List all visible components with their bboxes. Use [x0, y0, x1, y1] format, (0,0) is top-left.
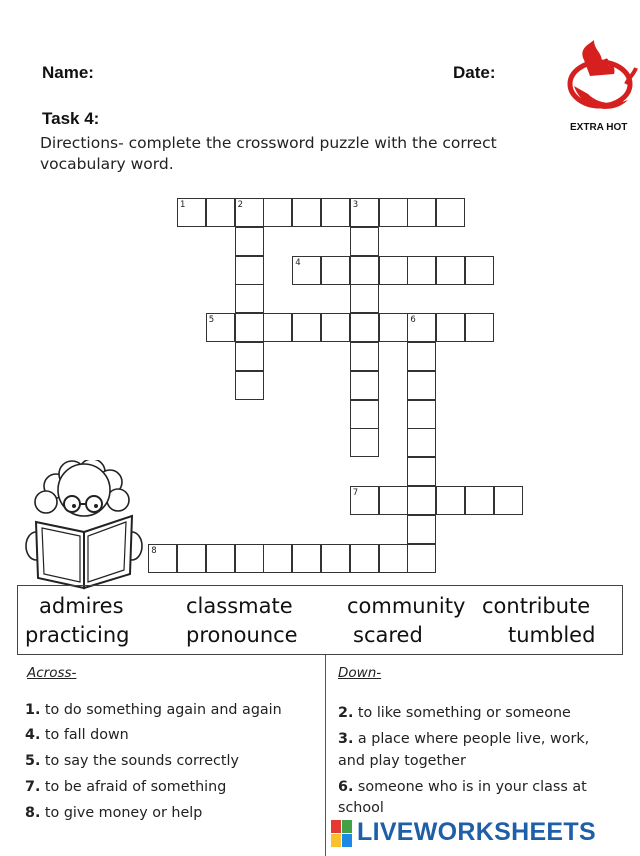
crossword-cell[interactable] — [350, 284, 379, 313]
crossword-clue-number: 5 — [208, 315, 215, 326]
crossword-cell[interactable] — [407, 342, 436, 371]
word-bank-word: classmate — [186, 594, 293, 618]
down-clue-3-line-2: and play together — [338, 753, 466, 769]
liveworksheets-brand[interactable] — [331, 818, 631, 850]
word-bank-word: scared — [353, 623, 423, 647]
crossword-cell[interactable] — [292, 256, 321, 285]
down-clue-6-line-2: school — [338, 800, 384, 816]
crossword-cell[interactable] — [350, 544, 379, 573]
clue-divider — [325, 655, 326, 856]
crossword-cell[interactable] — [235, 342, 264, 371]
crossword-clue-number: 3 — [352, 200, 359, 210]
crossword-cell[interactable] — [494, 486, 523, 515]
crossword-cell[interactable] — [465, 313, 494, 342]
word-bank — [17, 585, 623, 655]
crossword-cell[interactable] — [379, 313, 408, 342]
word-bank-word: community — [347, 594, 466, 618]
across-clue-4: 4. to fall down — [25, 727, 129, 743]
crossword-cell[interactable] — [292, 544, 321, 573]
crossword-cell[interactable] — [350, 313, 379, 342]
crossword-cell[interactable] — [350, 342, 379, 371]
date-label: Date: — [453, 63, 496, 82]
crossword-cell[interactable] — [350, 428, 379, 457]
crossword-cell[interactable] — [292, 198, 321, 227]
across-clue-8: 8. to give money or help — [25, 805, 203, 821]
crossword-cell[interactable] — [350, 198, 379, 227]
reading-child-illustration — [22, 460, 144, 590]
word-bank-word: practicing — [25, 623, 130, 647]
crossword-cell[interactable] — [350, 486, 379, 515]
crossword-clue-number: 8 — [151, 545, 157, 556]
crossword-cell[interactable] — [235, 371, 264, 400]
crossword-cell[interactable] — [350, 400, 379, 429]
crossword-cell[interactable] — [206, 313, 235, 342]
crossword-cell[interactable] — [321, 313, 350, 342]
crossword-cell[interactable] — [263, 313, 292, 342]
crossword-clue-number: 6 — [410, 315, 416, 326]
crossword-clue-number: 4 — [295, 257, 301, 268]
down-clue-3: 3. a place where people live, work, — [338, 731, 590, 747]
across-clue-5: 5. to say the sounds correctly — [25, 753, 239, 769]
word-bank-word: tumbled — [508, 623, 596, 647]
logo-text: EXTRA HOT — [570, 122, 628, 133]
crossword-cell[interactable] — [292, 313, 321, 342]
crossword-cell[interactable] — [350, 227, 379, 256]
directions-line-1: Directions- complete the crossword puzzle with the correct — [40, 134, 497, 152]
crossword-cell[interactable] — [321, 198, 350, 227]
crossword-cell[interactable] — [235, 544, 264, 573]
across-clue-1: 1. to do something again and again — [25, 702, 282, 718]
crossword-cell[interactable] — [379, 256, 408, 285]
crossword-cell[interactable] — [177, 198, 206, 227]
crossword-clue-number: 7 — [352, 488, 359, 498]
crossword-cell[interactable] — [350, 371, 379, 400]
liveworksheets-text: LIVEWORKSHEETS — [357, 818, 596, 846]
crossword-cell[interactable] — [407, 457, 436, 486]
crossword-cell[interactable] — [206, 544, 235, 573]
crossword-cell[interactable] — [206, 198, 235, 227]
crossword-cell[interactable] — [407, 428, 436, 457]
crossword-cell[interactable] — [407, 313, 436, 342]
down-clue-6: 6. someone who is in your class at — [338, 779, 587, 795]
crossword-clue-number: 2 — [237, 200, 244, 210]
crossword-cell[interactable] — [407, 198, 436, 227]
crossword-cell[interactable] — [321, 544, 350, 573]
crossword-cell[interactable] — [407, 515, 436, 544]
crossword-cell[interactable] — [263, 544, 292, 573]
crossword-cell[interactable] — [379, 198, 408, 227]
crossword-cell[interactable] — [436, 198, 465, 227]
name-label: Name: — [42, 63, 94, 82]
word-bank-word: pronounce — [186, 623, 298, 647]
crossword-cell[interactable] — [436, 313, 465, 342]
crossword-cell[interactable] — [350, 256, 379, 285]
crossword-cell[interactable] — [436, 256, 465, 285]
across-clue-7: 7. to be afraid of something — [25, 779, 227, 795]
word-bank-word: contribute — [482, 594, 591, 618]
crossword-cell[interactable] — [379, 486, 408, 515]
crossword-cell[interactable] — [148, 544, 177, 573]
liveworksheets-logo-icon — [331, 820, 353, 848]
crossword-cell[interactable] — [321, 256, 350, 285]
crossword-cell[interactable] — [465, 256, 494, 285]
crossword-cell[interactable] — [436, 486, 465, 515]
crossword-cell[interactable] — [407, 486, 436, 515]
task-label: Task 4: — [42, 109, 100, 128]
across-title: Across- — [27, 665, 77, 681]
down-title: Down- — [338, 665, 382, 681]
crossword-cell[interactable] — [465, 486, 494, 515]
crossword-cell[interactable] — [235, 256, 264, 285]
directions-line-2: vocabulary word. — [40, 155, 174, 173]
crossword-cell[interactable] — [407, 400, 436, 429]
crossword-cell[interactable] — [235, 198, 264, 227]
crossword-cell[interactable] — [235, 227, 264, 256]
crossword-cell[interactable] — [235, 284, 264, 313]
crossword-cell[interactable] — [407, 544, 436, 573]
crossword-clue-number: 1 — [180, 200, 186, 210]
crossword-cell[interactable] — [263, 198, 292, 227]
crossword-cell[interactable] — [407, 371, 436, 400]
crossword-cell[interactable] — [407, 256, 436, 285]
down-clue-2: 2. to like something or someone — [338, 705, 571, 721]
crossword-cell[interactable] — [379, 544, 408, 573]
crossword-cell[interactable] — [177, 544, 206, 573]
crossword-cell[interactable] — [235, 313, 264, 342]
word-bank-word: admires — [39, 594, 124, 618]
